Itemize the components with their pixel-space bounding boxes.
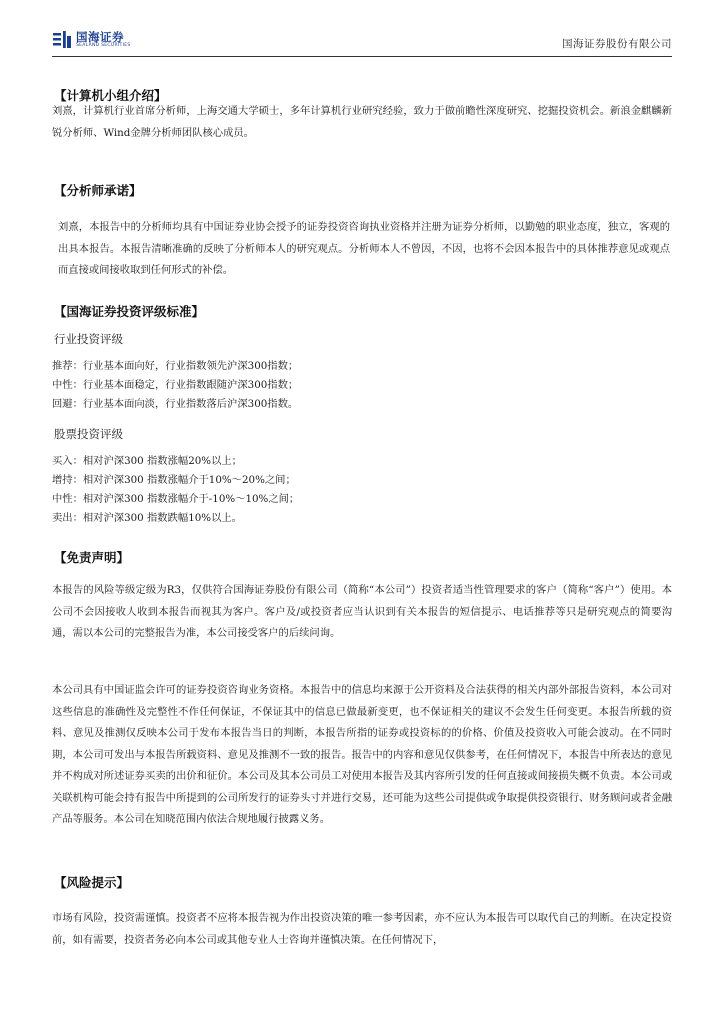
risk-section-title: 【风险提示】 bbox=[54, 875, 130, 890]
disclaimer-section-title: 【免责声明】 bbox=[54, 550, 130, 565]
stock-rating-item: 买入：相对沪深300 指数涨幅20%以上； bbox=[52, 455, 242, 467]
page-header bbox=[52, 28, 672, 57]
logo-mark-icon bbox=[52, 30, 72, 50]
logo-chinese-name: 国海证券 bbox=[76, 29, 124, 44]
rating-section-title: 【国海证券投资评级标准】 bbox=[54, 304, 205, 319]
team-section-title: 【计算机小组介绍】 bbox=[54, 88, 167, 103]
company-logo bbox=[52, 30, 131, 50]
industry-rating-heading: 行业投资评级 bbox=[54, 332, 123, 346]
industry-rating-item: 回避：行业基本面向淡，行业指数落后沪深300指数。 bbox=[52, 398, 299, 410]
stock-rating-item: 中性：相对沪深300 指数涨幅介于-10%～10%之间； bbox=[52, 493, 300, 505]
industry-rating-item: 中性：行业基本面稳定，行业指数跟随沪深300指数； bbox=[52, 379, 299, 391]
pledge-section-title: 【分析师承诺】 bbox=[54, 183, 142, 198]
pledge-section-body: 刘熹，本报告中的分析师均具有中国证券业协会授予的证券投资咨询执业资格并注册为证券分析师，以勤勉的职业态度，独立，客观的出具本报告。本报告清晰准确的反映了分析师本人的研究观点。分析师本人不曾因，不因，也将不会因本报告中的具体推荐意见或观点而直接或间接收取到任何形式的补偿。 bbox=[58, 221, 670, 276]
disclaimer-paragraph-2: 本公司具有中国证监会许可的证券投资咨询业务资格。本报告中的信息均来源于公开资料及合法获得的相关内部外部报告资料，本公司对这些信息的准确性及完整性不作任何保证，不保证其中的信息已做最新变更，也不保证相关的建议不会发生任何变更。本报告所载的资料、意见及推测仅反映本公司于发布本报告当日的判断，本报告所指的证券或投资标的的价格、价值及投资收入可能会波动。在不同时期，本公司可发出与本报告所载资料、意见及推测不一致的报告。报告中的内容和意见仅供参考，在任何情况下，本报告中所表达的意见并不构成对所述证券买卖的出价和征价。本公司及其本公司员工对使用本报告及其内容所引发的任何直接或间接损失概不负责。本公司或关联机构可能会持有报告中所提到的公司所发行的证券头寸并进行交易，还可能为这些公司提供或争取提供投资银行、财务顾问或者金融产品等服务。本公司在知晓范围内依法合规地履行披露义务。 bbox=[52, 684, 672, 825]
disclaimer-paragraph-1: 本报告的风险等级定级为R3，仅供符合国海证券股份有限公司（简称“本公司”）投资者适当性管理要求的客户（简称“客户”）使用。本公司不会因接收人收到本报告而视其为客户。客户及/或投资者应当认识到有关本报告的短信提示、电话推荐等只是研究观点的简要沟通，需以本公司的完整报告为准，本公司接受客户的后续问询。 bbox=[52, 584, 672, 639]
industry-rating-item: 推荐：行业基本面向好，行业指数领先沪深300指数； bbox=[52, 360, 299, 372]
stock-rating-item: 卖出：相对沪深300 指数跌幅10%以上。 bbox=[52, 512, 242, 524]
stock-rating-heading: 股票投资评级 bbox=[54, 427, 123, 441]
company-name: 国海证券股份有限公司 bbox=[562, 38, 672, 50]
risk-section-body: 市场有风险，投资需谨慎。投资者不应将本报告视为作出投资决策的唯一参考因素，亦不应认为本报告可以取代自己的判断。在决定投资前，如有需要，投资者务必向本公司或其他专业人士咨询并谨慎决策。在任何情况下， bbox=[52, 912, 672, 946]
team-section-body: 刘熹，计算机行业首席分析师，上海交通大学硕士，多年计算机行业研究经验，致力于做前瞻性深度研究、挖掘投资机会。新浪金麒麟新锐分析师、Wind金牌分析师团队核心成员。 bbox=[52, 105, 672, 139]
logo-english-name: SEALAND SECURITIES bbox=[76, 43, 131, 48]
stock-rating-item: 增持：相对沪深300 指数涨幅介于10%～20%之间； bbox=[52, 474, 296, 486]
